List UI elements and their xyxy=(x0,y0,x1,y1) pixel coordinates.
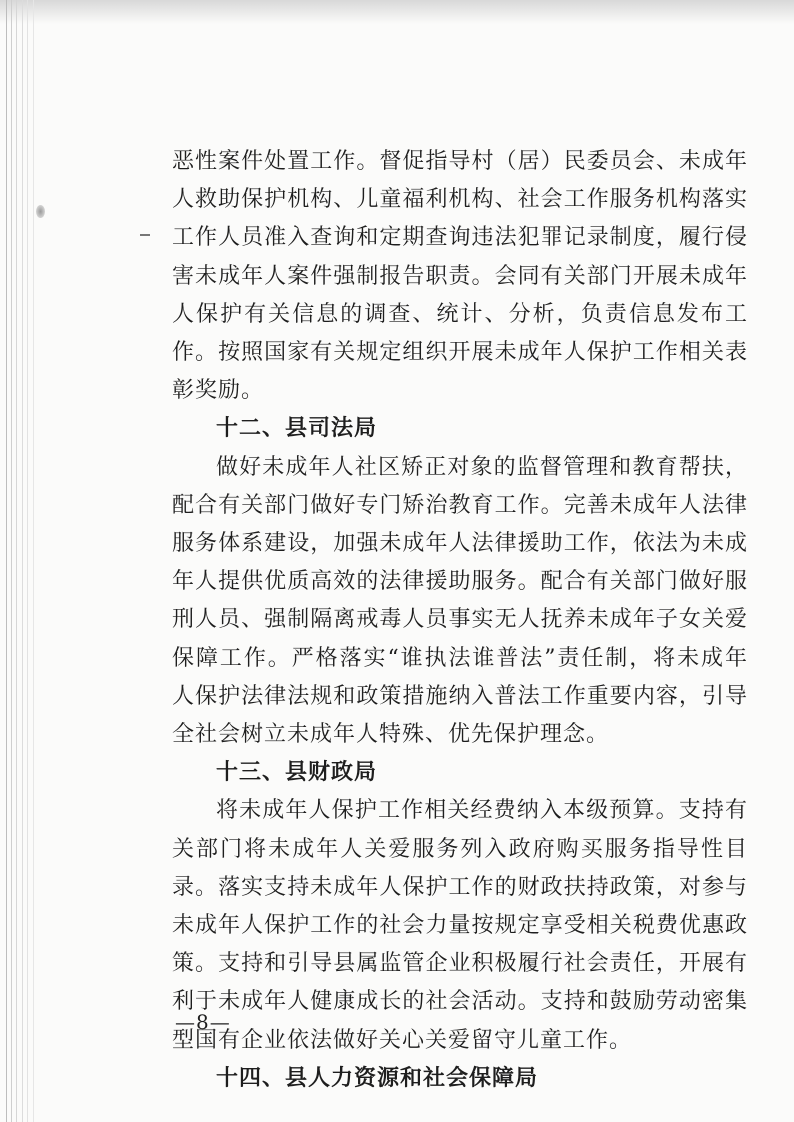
scan-speck xyxy=(140,234,150,236)
scan-page-edge xyxy=(22,0,23,1122)
scan-page-edge xyxy=(6,0,7,1122)
scan-page-edge xyxy=(33,0,34,1122)
section-heading-justice-bureau: 十二、县司法局 xyxy=(216,416,378,442)
document-body xyxy=(172,143,748,1098)
scan-page-edge xyxy=(27,0,28,1122)
scan-top-edge xyxy=(0,0,794,24)
section-heading-finance-bureau: 十三、县财政局 xyxy=(216,760,378,786)
scan-speck xyxy=(36,205,45,218)
page-number: —8— xyxy=(175,1010,231,1034)
paragraph-finance-bureau: 将未成年人保护工作相关经费纳入本级预算。支持有关部门将未成年人关爱服务列入政府购买服务指导性目录。落实支持未成年人保护工作的财政扶持政策，对参与未成年人保护工作的社会力量按规定享受相关税费优惠政策。支持和引导县属监管企业积极履行社会责任，开展有利于未成年人健康成长的社会活动。支持和鼓励劳动密集型国有企业依法做好关心关爱留守儿童工作。 xyxy=(172,798,748,1053)
scan-page-edge xyxy=(16,0,17,1122)
section-heading-hr-social-security-bureau: 十四、县人力资源和社会保障局 xyxy=(216,1065,539,1091)
paragraph-justice-bureau: 做好未成年人社区矫正对象的监督管理和教育帮扶，配合有关部门做好专门矫治教育工作。完善未成年人法律服务体系建设，加强未成年人法律援助工作，依法为未成年人提供优质高效的法律援助服务。配合有关部门做好服刑人员、强制隔离戒毒人员事实无人抚养未成年子女关爱保障工作。严格落实“谁执法谁普法”责任制，将未成年人保护法律法规和政策措施纳入普法工作重要内容，引导全社会树立未成年人特殊、优先保护理念。 xyxy=(172,454,748,748)
paragraph-continued: 恶性案件处置工作。督促指导村（居）民委员会、未成年人救助保护机构、儿童福利机构、社会工作服务机构落实工作人员准入查询和定期查询违法犯罪记录制度，履行侵害未成年人案件强制报告职责。会同有关部门开展未成年人保护有关信息的调查、统计、分析，负责信息发布工作。按照国家有关规定组织开展未成年人保护工作相关表彰奖励。 xyxy=(172,149,748,404)
scan-page-edge xyxy=(11,0,12,1122)
